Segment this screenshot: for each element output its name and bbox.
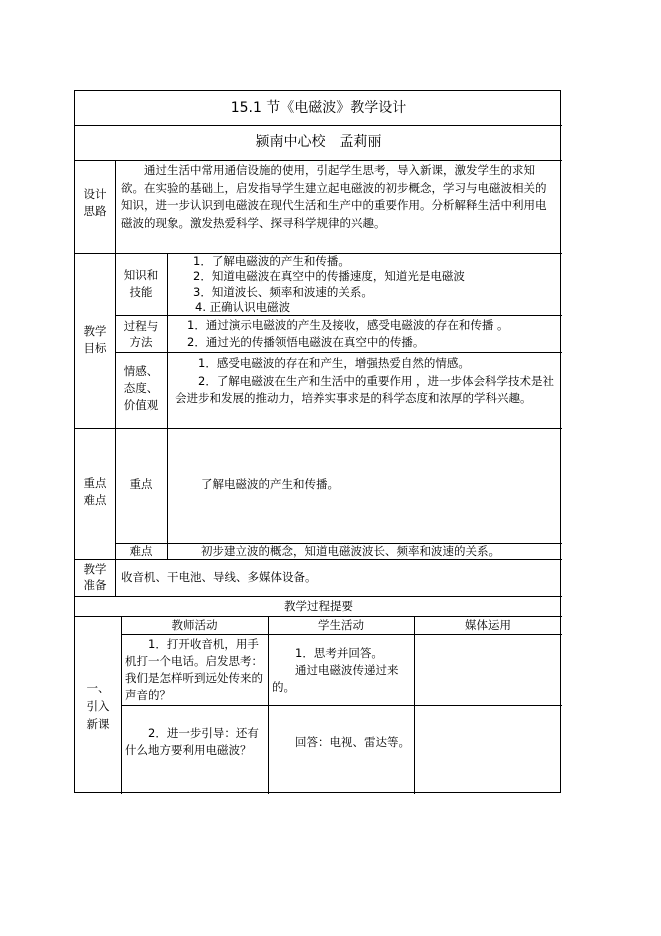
keypoints-label: 重点 难点 bbox=[83, 476, 107, 507]
knowledge-label: 知识和 技能 bbox=[123, 268, 159, 299]
design-text: 通过生活中常用通信设施的使用，引起学生思考，导入新课，激发学生的求知欲。在实验的基础上，启发指导学生建立起电磁波的初步概念，学习与电磁波相关的知识，进一步认识到电磁波在现代生活和生产中的重要作用。分析解释生活中利用电磁波的现象。激发热爱科学、探寻科学规律的兴趣。 bbox=[121, 163, 547, 230]
process-label: 过程与 方法 bbox=[123, 319, 159, 349]
table-row-2-teacher: 2．进一步引导：还有什么地方要利用电磁波？ bbox=[125, 726, 259, 757]
section-label: 一、 引入 新课 bbox=[86, 681, 110, 731]
table-row-2-student: 回答：电视、雷达等。 bbox=[295, 735, 410, 749]
process-overview-title: 教学过程提要 bbox=[284, 599, 353, 613]
emotion-items bbox=[175, 355, 558, 408]
header-student: 学生活动 bbox=[318, 618, 364, 632]
emotion-label: 情感、 态度、 价值观 bbox=[123, 364, 159, 412]
header-media: 媒体运用 bbox=[465, 618, 511, 632]
preparation-label: 教学 准备 bbox=[83, 562, 107, 592]
table-row-1-teacher: 1．打开收音机，用手机打一个电话。启发思考：我们是怎样听到远处传来的声音的？ bbox=[125, 637, 263, 702]
design-label: 设计 思路 bbox=[83, 187, 107, 218]
knowledge-items bbox=[193, 254, 558, 315]
school-author: 颍南中心校 孟莉丽 bbox=[255, 134, 382, 150]
list-item: 4. 正确认识电磁波 bbox=[195, 299, 291, 314]
process-items bbox=[187, 317, 560, 351]
page-title: 15.1 节《电磁波》教学设计 bbox=[230, 100, 407, 116]
preparation-text: 收音机、干电池、导线、多媒体设备。 bbox=[121, 570, 317, 584]
list-item: 2．通过光的传播领悟电磁波在真空中的传播。 bbox=[187, 335, 425, 349]
header-teacher: 教师活动 bbox=[171, 618, 218, 632]
list-item: 3．知道波长、频率和波速的关系。 bbox=[193, 284, 373, 299]
list-item: 1．感受电磁波的存在和产生，增强热爱自然的情感。 bbox=[198, 356, 470, 370]
list-item: 2．了解电磁波在生产和生活中的重要作用 ，进一步体会科学技术是社会进步和发展的推动力，培养实事求是的科学态度和浓厚的学科兴趣。 bbox=[175, 373, 554, 405]
key-label: 重点 bbox=[129, 477, 153, 491]
difficulty-label: 难点 bbox=[129, 544, 153, 558]
lesson-plan-table bbox=[74, 90, 561, 793]
difficulty-text: 初步建立波的概念，知道电磁波波长、频率和波速的关系。 bbox=[201, 544, 500, 558]
key-text: 了解电磁波的产生和传播。 bbox=[201, 477, 339, 491]
table-row-1-student: 1．思考并回答。 通过电磁波传递过来的。 bbox=[272, 646, 399, 694]
list-item: 1．了解电磁波的产生和传播。 bbox=[193, 254, 350, 268]
goals-label: 教学 目标 bbox=[83, 324, 107, 355]
list-item: 2．知道电磁波在真空中的传播速度，知道光是电磁波 bbox=[193, 269, 465, 284]
list-item: 1．通过演示电磁波的产生及接收，感受电磁波的存在和传播 。 bbox=[187, 318, 509, 332]
